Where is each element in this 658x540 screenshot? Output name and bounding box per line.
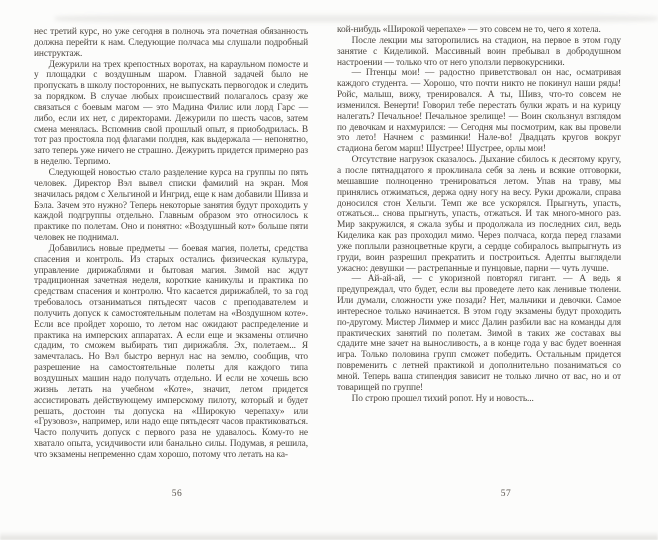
paragraph: Отсутствие нагрузок сказалось. Дыхание сбилось к десятому кругу, а после пятнадцатого я проклинала себя за лень и всякие отговорки, мешавшие полноценно тренироваться летом. Упав на траву, мы принялись отжиматься, держа одну ногу на весу. Руки дрожали, справа доносился стон Хельги. Темп же все ускорялся. Прыгнуть, упасть, отжаться... снова прыгнуть, упасть, отжаться. И так много-много раз. Мир закружился, я сжала зубы и продолжала из последних сил, ведь Киделика как раз проходил мимо. Через полчаса, когда перед глазами уже поплыли разноцветные круги, а сердце собиралось выпрыгнуть из груди, воин разрешил прекратить и построиться. Адепты выглядели ужасно: девушки — растрепанные и пунцовые, парни — чуть лучше.	[337, 155, 621, 274]
paragraph: После лекции мы заторопились на стадион, на первое в этом году занятие с Киделикой. Массивный воин пребывал в добродушном настроении — только что от него уползли первокурсники.	[337, 35, 621, 68]
book-page-left	[34, 27, 308, 461]
paragraph: кой-нибудь «Широкой черепахе» — это совсем не то, чего я хотела.	[337, 25, 601, 35]
paragraph: — Ай-ай-ай, — с укоризной повторял гигант. — А ведь я предупреждал, что будет, если вы проведете лето как ленивые тюлени. Или думали, сложности уже позади? Нет, мальчики и девочки. Самое интересное только начинается. В этом году экзамены будут проходить по-другому. Мистер Лиммер и мисс Далин разбили вас на команды для практических занятий по полетам. Зимой в таких же составах вы сдадите мне зачет на выносливость, а в конце года у вас будет военная игра. Только половина групп сможет победить. Остальным придется повременить с летней практикой и дополнительно позаниматься со мной. Теперь ваша стипендия зависит не только лично от вас, но и от товарищей по группе!	[337, 274, 621, 393]
paragraph: — Птенцы мои! — радостно приветствовал он нас, осматривая каждого студента. — Хорошо, что почти никто не покинул наши ряды! Ройс, малыш, вижу, тренировался. А ты, Шивз, что-то совсем не изменился. Венерти! Говорил тебе перестать булки жрать и на курицу налегать? Печальное! Печальное зрелище! — Воин скользнул взглядом по девочкам и нахмурился: — Сегодня мы посмотрим, как вы провели это лето! Начнем с разминки! Нале-во! Двадцать кругов вокруг стадиона бегом марш! Шустрее! Шустрее, орлы мои!	[337, 68, 621, 155]
page-number-right: 57	[500, 489, 512, 499]
paragraph: По строю прошел тихий ропот. Ну и новость...	[351, 393, 534, 404]
book-page-right	[337, 25, 621, 405]
page-number-left: 56	[171, 489, 183, 499]
paragraph: Добавились новые предметы — боевая магия, полеты, средства спасения и контроль. Из старых остались физическая культура, управление дирижаблями и бытовая магия. Зимой нас ждут традиционная зачетная неделя, короткие каникулы и практика по средствам спасения и контролю. Что касается дирижаблей, то за год требовалось отзаниматься пятьдесят часов с преподавателем и получить допуск к самостоятельным полетам на «Воздушном коте». Если все пройдет хорошо, то летом нас ожидают распределение и практика на имперских аппаратах. А если еще и экзамены отлично сдадим, то сможем выбирать тип дирижабля. Эх, полетаем... Я замечталась. Но Вэл быстро вернул нас на землю, сообщив, что разрешение на самостоятельные полеты для каждого типа воздушных машин надо получать отдельно. И если не хочешь всю жизнь летать на учебном «Коте», значит, летом придется ассистировать действующему имперскому пилоту, который и будет решать, достоин ты допуска на «Широкую черепаху» или «Грузовоз», например, или надо еще пятьдесят часов практиковаться. Часто получить допуск с первого раза не удавалось. Кому-то не хватало опыта, усидчивости или банально силы. Подумав, я решила, что экзамены непременно сдам хорошо, потому что летать на ка-	[34, 243, 308, 460]
paragraph: нес третий курс, но уже сегодня в полночь эта почетная обязанность должна перейти к нам. Следующие полчаса мы слушали подробный инструктаж.	[34, 27, 308, 59]
scan-shadow-top	[55, 13, 658, 24]
paragraph: Дежурили на трех крепостных воротах, на караульном помосте и у площадки с воздушным шаром. Главной задачей было не пропускать в школу посторонних, не выпускать первогодок и следить за порядком. В случае любых происшествий полагалось сразу же связаться с боевым магом — это Мадина Филис или лорд Гарс — либо, если их нет, с директорами. Дежурили по шесть часов, затем смена менялась. Вспомнив свой прошлый опыт, я приободрилась. В тот раз простояла под флагами полдня, как выдержала — непонятно, зато теперь уже ничего не страшно. Дежурить придется примерно раз в неделю. Терпимо.	[34, 59, 308, 168]
paragraph: Следующей новостью стало разделение курса на группы по пять человек. Директор Вэл вывел списки фамилий на экран. Моя значилась рядом с Хельгиной и Ингрид, еще к нам добавили Шивза и Бэла. Зачем это нужно? Теперь некоторые занятия будут проходить у каждой подгруппы отдельно. Главным образом это относилось к практике по полетам. Оно и понятно: «Воздушный кот» больше пяти человек не поднимал.	[34, 167, 308, 244]
scan-shadow-bottom	[0, 531, 658, 540]
